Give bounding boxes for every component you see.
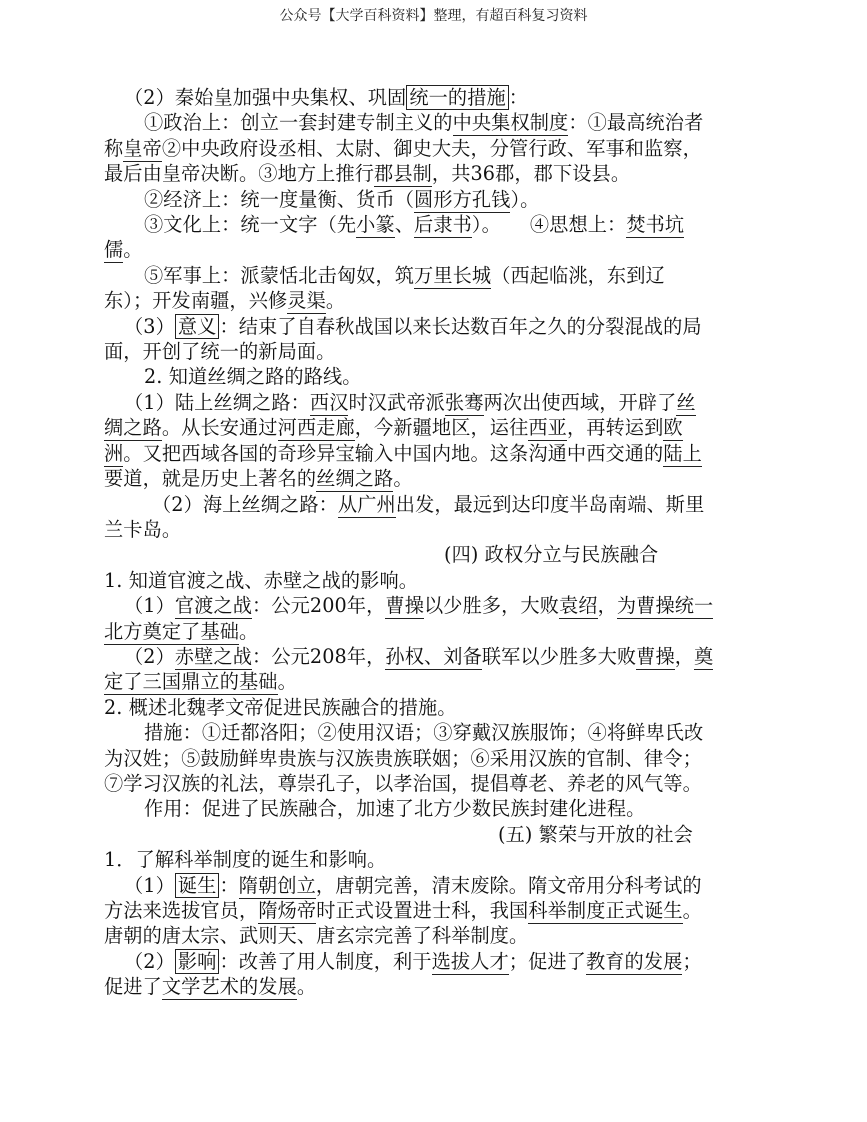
text-segment: （3） [124, 314, 175, 338]
text-line [104, 720, 764, 745]
text-segment: 、 [394, 213, 415, 237]
text-line [104, 466, 764, 491]
underlined-term: 隋朝创立 [238, 873, 316, 897]
text-segment: 唐朝的唐太宗、武则天、唐玄宗完善了科举制度。 [104, 924, 529, 948]
text-segment: 兰卡岛。 [104, 517, 182, 541]
text-segment: 措施：①迁都洛阳；②使用汉语；③穿戴汉族服饰；④将鲜卑氏改 [144, 721, 704, 745]
text-segment: 两次出使西域，开辟了 [483, 390, 677, 414]
text-segment: ，再转运到 [566, 416, 664, 440]
text-segment: （1） [124, 594, 175, 618]
text-segment: （1）陆上丝绸之路： [124, 390, 310, 414]
section-heading [104, 847, 764, 872]
chapter-heading [104, 822, 764, 847]
underlined-term: 孙权、刘备 [385, 644, 482, 668]
text-line [104, 288, 764, 313]
text-segment: 面，开创了统一的新局面。 [104, 340, 336, 364]
text-line [104, 390, 764, 415]
text-segment: 为汉姓；⑤鼓励鲜卑贵族与汉族贵族联姻；⑥采用汉族的官制、律令； [104, 746, 702, 770]
boxed-term: 意义 [175, 314, 220, 339]
boxed-term: 统一的措施 [406, 85, 508, 110]
underlined-term: 奠 [694, 644, 714, 668]
text-line [104, 898, 764, 923]
text-segment: 作用：促进了民族融合，加速了北方少数民族封建化进程。 [144, 797, 646, 821]
underlined-term: 从广州 [337, 492, 396, 516]
underlined-term: 丝 [676, 390, 696, 414]
text-line [104, 593, 764, 618]
text-segment: ）。 ④思想上： [471, 213, 627, 237]
text-segment: 。 [682, 899, 702, 922]
underlined-term: 儒 [104, 238, 124, 262]
text-segment: ②经济上：统一度量衡、货币（ [144, 187, 415, 211]
text-line [104, 237, 764, 262]
text-segment: ：①最高统治者 [568, 111, 704, 135]
text-segment: （1） [124, 873, 175, 897]
underlined-term: 小篆 [356, 213, 395, 237]
underlined-term: 教育的发展 [585, 949, 683, 973]
text-segment: 1．了解科举制度的诞生和影响。 [104, 848, 387, 872]
underlined-term: 后隶书 [414, 213, 472, 237]
boxed-term: 诞生 [175, 873, 220, 898]
text-segment: (五) 繁荣与开放的社会 [498, 822, 693, 846]
text-segment: ：公元200年， [252, 594, 386, 618]
text-segment: 。 [393, 467, 413, 491]
text-line [104, 974, 764, 999]
text-line [104, 669, 764, 694]
section-heading [104, 568, 764, 593]
text-segment: （2） [124, 949, 175, 973]
text-segment: ：结束了自春秋战国以来长达数百年之久的分裂混战的局 [219, 314, 702, 338]
underlined-term: 皇帝 [123, 136, 162, 160]
underlined-term: 欧 [663, 416, 683, 440]
text-segment: （西起临洮，东到辽 [491, 263, 665, 287]
text-segment: ②中央政府设丞相、太尉、御史大夫，分管行政、军事和监察， [161, 136, 702, 160]
text-segment: ①政治上：创立一套封建专制主义的 [144, 111, 453, 135]
text-line [104, 314, 764, 339]
text-segment: ）。 [510, 187, 540, 211]
text-segment: ⑤军事上：派蒙恬北击匈奴，筑 [144, 263, 415, 287]
text-line [104, 796, 764, 821]
text-segment: ：公元208年， [252, 644, 386, 668]
text-segment: 要道，就是历史上著名的 [104, 467, 317, 491]
text-segment: ： [508, 86, 529, 109]
underlined-term: 万里长城 [414, 263, 492, 287]
underlined-term: 曹操 [385, 594, 424, 618]
text-segment: 2. 概述北魏孝文帝促进民族融合的措施。 [104, 695, 457, 719]
text-line [104, 415, 764, 440]
text-segment: 最后由皇帝决断。③地方上推行 [104, 162, 375, 186]
text-segment: 以少胜多，大败 [424, 594, 560, 618]
text-line [104, 161, 764, 186]
text-segment: 时正式设置进士科，我国 [316, 899, 529, 922]
underlined-term: 河西走廊 [277, 416, 355, 440]
text-segment: ③文化上：统一文字（先 [144, 213, 357, 237]
text-segment: 联军以少胜多大败 [481, 644, 637, 668]
text-segment: ：改善了用人制度，利于 [219, 949, 432, 973]
underlined-term: 中央集权制度 [452, 111, 569, 135]
underlined-term: 为曹操统一 [616, 594, 714, 618]
text-segment: 。 [123, 238, 143, 262]
underlined-term: 西亚 [528, 416, 567, 440]
text-segment: （2） [124, 644, 175, 668]
text-segment: ，唐朝完善，清末废除。隋文帝用分科考试的 [315, 873, 702, 897]
text-segment: 。 [277, 670, 297, 694]
underlined-term: 郡县制 [374, 162, 432, 186]
underlined-term: 官渡之战 [174, 594, 253, 618]
text-line [104, 85, 764, 110]
text-line [104, 923, 764, 948]
underlined-term: 张骞 [444, 390, 484, 414]
text-segment: 。又把西域各国的奇珍异宝输入中国内地。这条沟通中西交通的 [123, 441, 664, 465]
text-segment: 。从长安通过 [161, 416, 278, 440]
underlined-term: 曹操 [636, 644, 675, 668]
section-heading [104, 695, 764, 720]
underlined-term: 灵渠 [287, 289, 326, 313]
underlined-term: 洲 [104, 441, 124, 465]
text-segment: 出发，最远到达印度半岛南端、斯里 [395, 492, 705, 516]
text-line [104, 771, 764, 796]
text-line [104, 644, 764, 669]
underlined-term: 选拔人才 [431, 949, 509, 973]
text-line [104, 746, 764, 771]
text-line [104, 263, 764, 288]
underlined-term: 陆上 [663, 441, 702, 465]
text-segment: 东）；开发南疆，兴修 [104, 289, 288, 313]
page-header: 公众号【大学百科资料】整理，有超百科复习资料 [279, 8, 588, 24]
text-segment: 2. 知道丝绸之路的路线。 [144, 365, 362, 389]
text-segment: 。 [239, 619, 259, 643]
document-body [104, 85, 764, 1000]
text-line [104, 619, 764, 644]
text-segment: ⑦学习汉族的礼法，尊崇孔子，以孝治国，提倡尊老、养老的风气等。 [104, 771, 702, 795]
text-segment: 促进了 [104, 975, 162, 999]
text-line [104, 136, 764, 161]
section-heading [104, 364, 764, 389]
text-segment: （2）秦始皇加强中央集权、巩固 [124, 86, 407, 109]
text-line [104, 339, 764, 364]
text-line [104, 517, 764, 542]
underlined-term: 定了三国鼎立的基础 [104, 670, 278, 694]
text-segment: (四) 政权分立与民族融合 [444, 543, 659, 567]
text-segment: ；促进了 [508, 949, 586, 973]
boxed-term: 影响 [175, 949, 220, 974]
underlined-term: 隋炀帝 [258, 899, 317, 922]
text-segment: ， [597, 594, 617, 618]
underlined-term: 赤壁之战 [174, 644, 253, 668]
underlined-term: 绸之路 [104, 416, 162, 440]
text-segment: 。 [296, 975, 317, 999]
text-line [104, 492, 764, 517]
underlined-term: 焚书坑 [626, 213, 685, 237]
text-segment: ； [682, 949, 702, 973]
text-segment: ， [674, 644, 695, 668]
text-line [104, 212, 764, 237]
text-line [104, 949, 764, 974]
underlined-term: 圆形方孔钱 [414, 187, 511, 211]
chapter-heading [104, 542, 764, 567]
text-segment: ，今新疆地区，运往 [354, 416, 529, 440]
text-segment: 时汉武帝派 [348, 390, 445, 414]
text-line [104, 187, 764, 212]
text-segment: 方法来选拔官员， [104, 899, 259, 922]
text-line [104, 110, 764, 135]
text-segment: 1. 知道官渡之战、赤壁之战的影响。 [104, 568, 419, 592]
underlined-term: 文学艺术的发展 [161, 975, 297, 999]
underlined-term: 袁绍 [559, 594, 598, 618]
text-line [104, 873, 764, 898]
text-line [104, 441, 764, 466]
underlined-term: 西汉 [309, 390, 349, 414]
text-segment: 。 [325, 289, 346, 313]
text-segment: ，共36郡，郡下设县。 [431, 162, 631, 186]
text-segment: （2）海上丝绸之路： [152, 492, 338, 516]
underlined-term: 丝绸之路 [316, 467, 394, 491]
underlined-term: 科举制度正式诞生 [528, 899, 683, 922]
text-segment: 称 [104, 136, 124, 160]
text-segment: ： [219, 873, 239, 897]
underlined-term: 北方奠定了基础 [104, 619, 240, 643]
